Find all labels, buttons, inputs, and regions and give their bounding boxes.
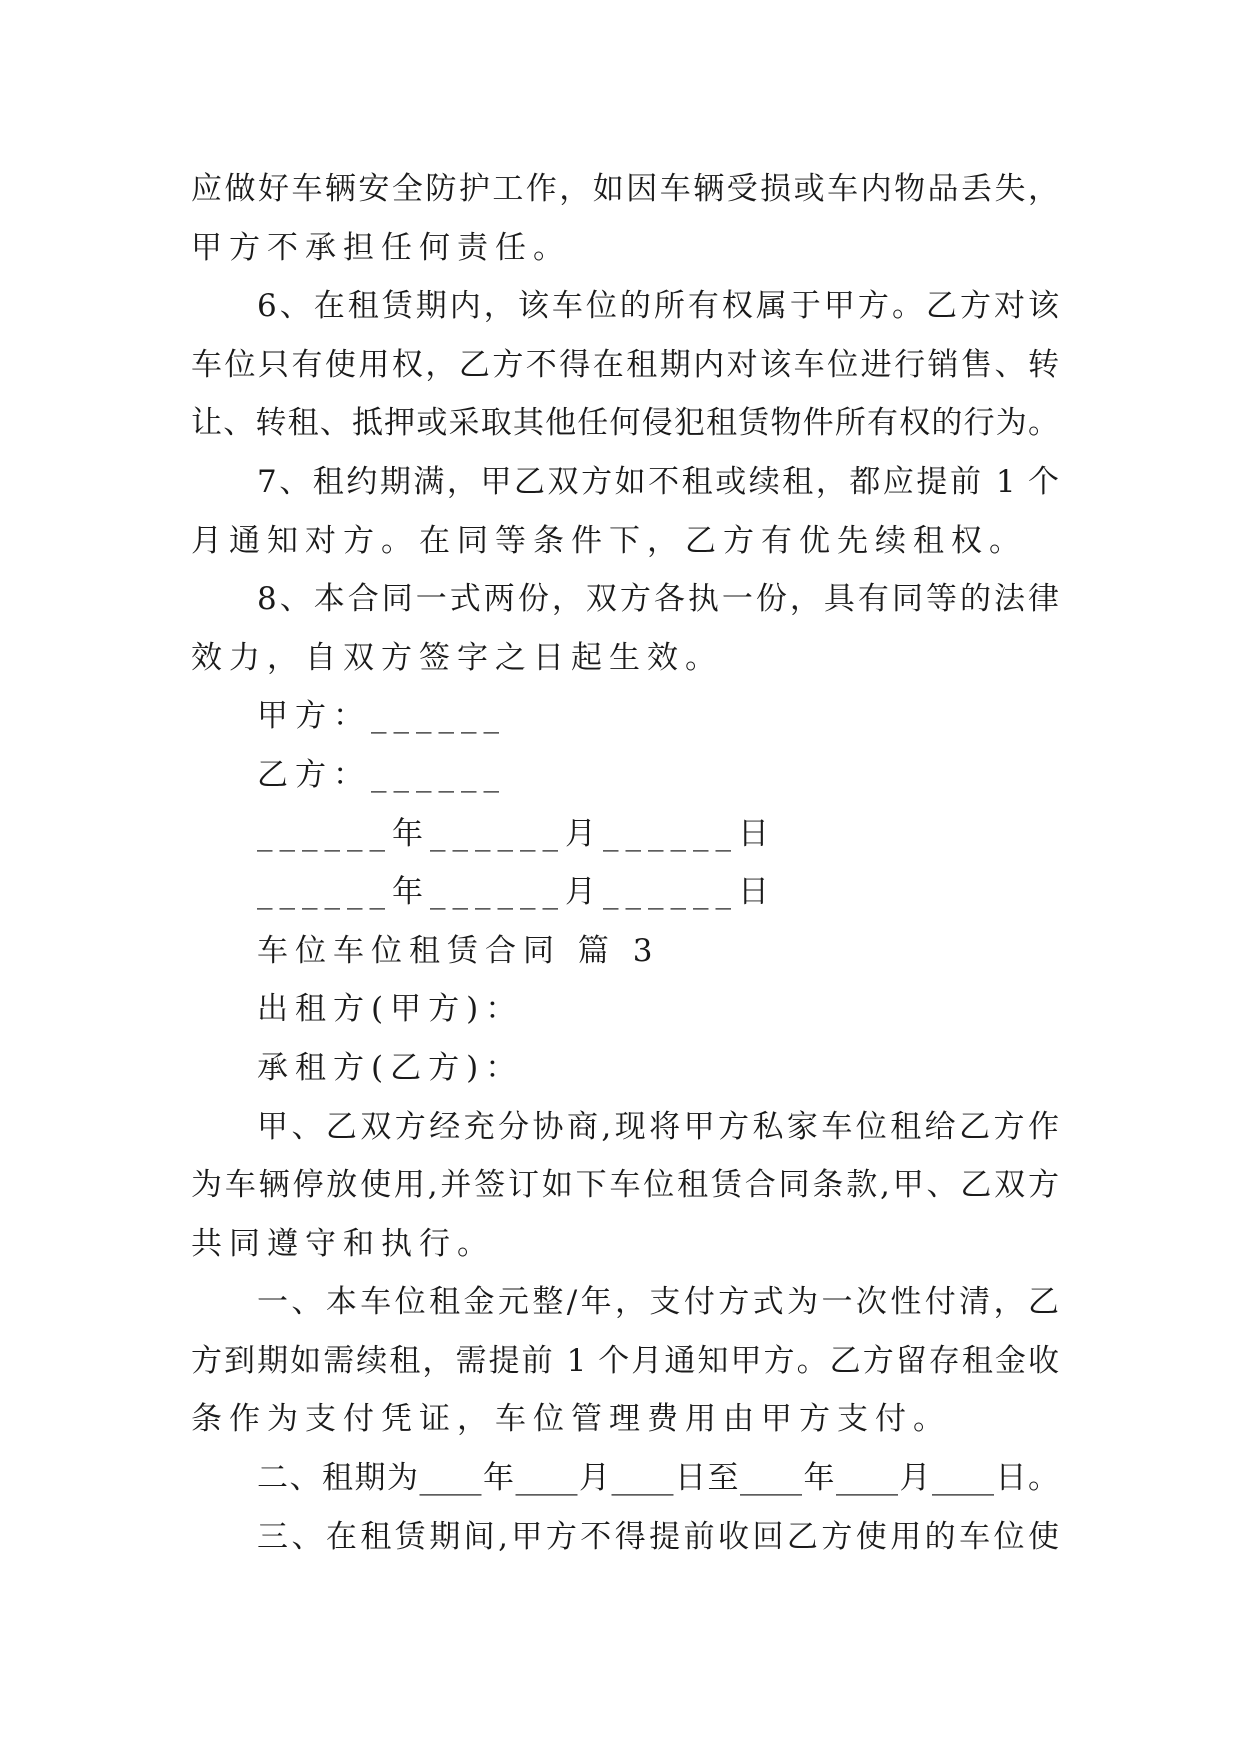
lessee-label: 承租方(乙方)： xyxy=(257,1049,524,1086)
text-line: 共同遵守和执行。 xyxy=(191,1225,495,1262)
lessor-label: 出租方(甲方)： xyxy=(257,991,524,1028)
text-line: 为车辆停放使用,并签订如下车位租赁合同条款,甲、乙双方 xyxy=(191,1167,1059,1204)
text-line: 条作为支付凭证，车位管理费用由甲方支付。 xyxy=(191,1401,951,1438)
text-line: 让、转租、抵押或采取其他任何侵犯租赁物件所有权的行为。 xyxy=(191,405,1059,442)
clause-8: 8、本合同一式两份，双方各执一份，具有同等的法律 xyxy=(257,581,1059,618)
article-1: 一、本车位租金元整/年，支付方式为一次性付清，乙 xyxy=(257,1284,1059,1321)
text-line: 月通知对方。在同等条件下，乙方有优先续租权。 xyxy=(191,522,1027,559)
clause-6: 6、在租赁期内，该车位的所有权属于甲方。乙方对该 xyxy=(257,288,1059,325)
party-b-signature: 乙方：______ xyxy=(257,756,506,793)
date-line: ______年______月______日 xyxy=(257,815,776,852)
text-line: 甲方不承担任何责任。 xyxy=(191,229,571,266)
text-line: 效力，自双方签字之日起生效。 xyxy=(191,639,723,676)
article-3: 三、在租赁期间,甲方不得提前收回乙方使用的车位使 xyxy=(257,1518,1059,1555)
intro-paragraph: 甲、乙双方经充分协商,现将甲方私家车位租给乙方作 xyxy=(257,1108,1059,1145)
text-line: 应做好车辆安全防护工作，如因车辆受损或车内物品丢失， xyxy=(191,171,1059,207)
section-title: 车位车位租赁合同 篇 3 xyxy=(257,932,660,969)
party-a-signature: 甲方：______ xyxy=(257,698,506,735)
article-2: 二、租期为____年____月____日至____年____月____日。 xyxy=(257,1460,1059,1497)
date-line: ______年______月______日 xyxy=(257,874,776,911)
clause-7: 7、租约期满，甲乙双方如不租或续租，都应提前 1 个 xyxy=(257,463,1059,500)
text-line: 车位只有使用权，乙方不得在租期内对该车位进行销售、转 xyxy=(191,346,1059,383)
contract-body xyxy=(191,160,1059,1566)
text-line: 方到期如需续租，需提前 1 个月通知甲方。乙方留存租金收 xyxy=(191,1342,1059,1379)
